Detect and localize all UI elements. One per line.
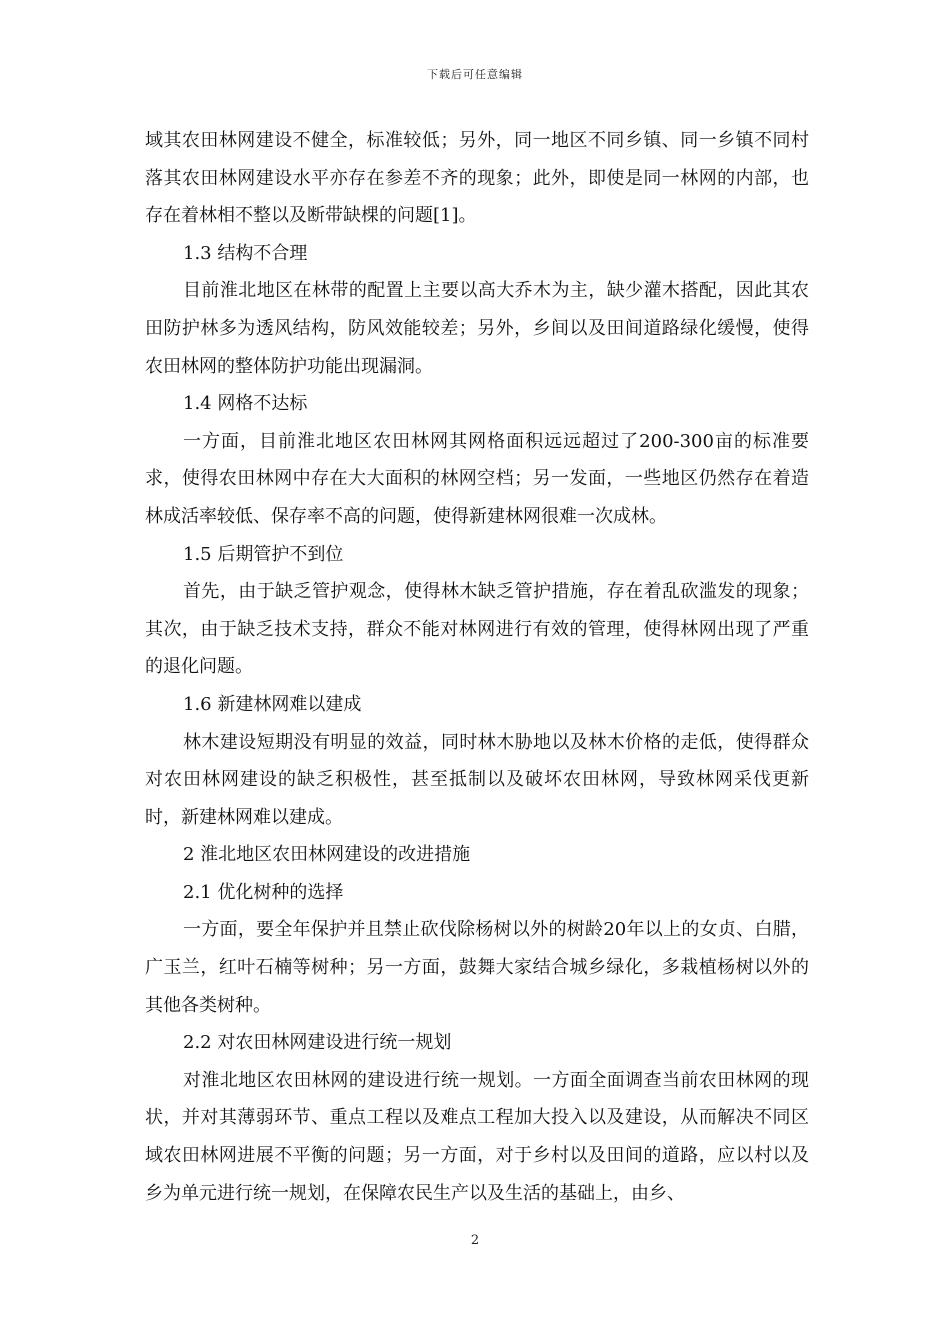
paragraph-continuation: 域其农田林网建设不健全，标准较低；另外，同一地区不同乡镇、同一乡镇不同村落其农田林网建设水平亦存在参差不齐的现象；此外，即使是同一林网的内部，也存在着林相不整以及断带缺棵的问题[1]。 <box>145 130 809 227</box>
paragraph-planning: 对淮北地区农田林网的建设进行统一规划。一方面全面调查当前农田林网的现状，并对其薄弱环节、重点工程以及难点工程加大投入以及建设，从而解决不同区域农田林网进展不平衡的问题；另一方面，对于乡村以及田间的道路，应以村以及乡为单元进行统一规划，在保障农民生产以及生活的基础上，由乡、 <box>145 1069 809 1204</box>
page-number: 2 <box>470 1233 480 1248</box>
section-heading-1-4: 1.4 网格不达标 <box>183 393 308 415</box>
section-heading-2-1: 2.1 优化树种的选择 <box>183 881 344 903</box>
section-heading-1-3: 1.3 结构不合理 <box>183 242 308 264</box>
paragraph-tree-species: 一方面，要全年保护并且禁止砍伐除杨树以外的树龄20年以上的女贞、白腊，广玉兰，红叶石楠等树种；另一方面，鼓舞大家结合城乡绿化，多栽植杨树以外的其他各类树种。 <box>145 919 809 1016</box>
section-heading-1-5: 1.5 后期管护不到位 <box>183 543 344 565</box>
document-body <box>145 122 809 1212</box>
paragraph-new-network: 林木建设短期没有明显的效益，同时林木胁地以及林木价格的走低，使得群众对农田林网建设的缺乏积极性，甚至抵制以及破坏农田林网，导致林网采伐更新时，新建林网难以建成。 <box>145 731 809 828</box>
paragraph-structure: 目前淮北地区在林带的配置上主要以高大乔木为主，缺少灌木搭配，因此其农田防护林多为透风结构，防风效能较差；另外，乡间以及田间道路绿化缓慢，使得农田林网的整体防护功能出现漏洞。 <box>145 280 809 377</box>
section-heading-2-2: 2.2 对农田林网建设进行统一规划 <box>183 1032 452 1054</box>
section-heading-1-6: 1.6 新建林网难以建成 <box>183 693 362 715</box>
paragraph-maintenance: 首先，由于缺乏管护观念，使得林木缺乏管护措施，存在着乱砍滥发的现象；其次，由于缺乏技术支持，群众不能对林网进行有效的管理，使得林网出现了严重的退化问题。 <box>145 581 809 678</box>
paragraph-grid: 一方面，目前淮北地区农田林网其网格面积远远超过了200-300亩的标准要求，使得农田林网中存在大大面积的林网空档；另一发面，一些地区仍然存在着造林成活率较低、保存率不高的问题，使得新建林网很难一次成林。 <box>145 430 809 527</box>
page-header: 下载后可任意编辑 <box>427 68 523 81</box>
section-heading-2: 2 淮北地区农田林网建设的改进措施 <box>183 844 471 866</box>
